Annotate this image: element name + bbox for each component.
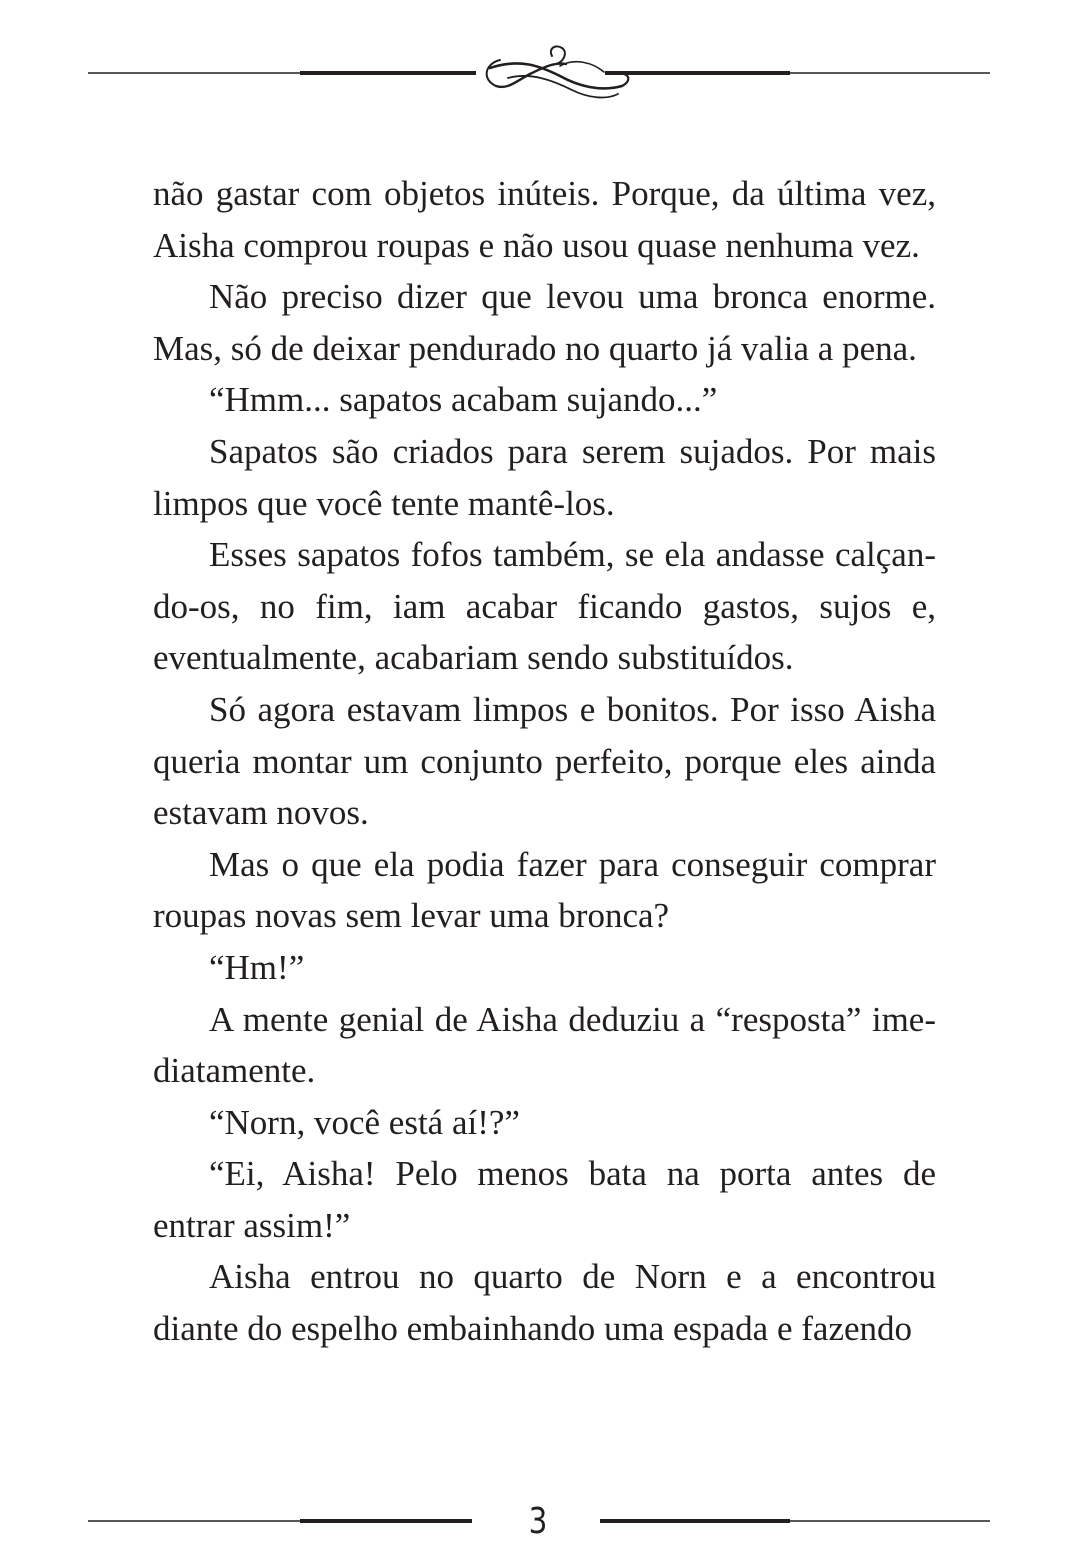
chapter-body-text	[153, 168, 936, 1355]
page-footer	[0, 1500, 1080, 1560]
dialogue-paragraph: “Hm!”	[209, 947, 305, 987]
paragraph: Mas o que ela podia fazer para conseguir comprar roupas novas sem levar uma bronca?	[153, 844, 936, 936]
paragraph: Não preciso dizer que levou uma bronca enorme. Mas, só de deixar pendurado no quarto já valia a pena.	[153, 277, 936, 368]
dialogue-paragraph: “Norn, você está aí!?”	[209, 1102, 520, 1142]
paragraph: Só agora estavam limpos e bonitos. Por isso Aisha queria montar um conjunto perfeito, porque eles ainda estavam novos.	[153, 689, 936, 833]
paragraph: Aisha entrou no quarto de Norn e a encontrou diante do espelho embainhando uma espada e fazendo	[153, 1257, 936, 1349]
paragraph: A mente genial de Aisha deduziu a “resposta” imediatamente.	[153, 999, 936, 1091]
header-ornament-divider	[0, 40, 1080, 110]
paragraph: Sapatos são criados para serem sujados. Por mais limpos que você tente mantê-los.	[153, 431, 936, 523]
dialogue-paragraph: “Ei, Aisha! Pelo menos bata na porta antes de entrar assim!”	[153, 1154, 936, 1245]
paragraph: Esses sapatos fofos também, se ela andasse calçando-os, no fim, iam acabar ficando gastos, sujos e, eventualmente, acabariam sendo substituídos.	[153, 535, 936, 678]
dialogue-paragraph: “Hmm... sapatos acabam sujando...”	[209, 380, 718, 420]
paragraph: não gastar com objetos inúteis. Porque, da última vez, Aisha comprou roupas e não usou quase nenhuma vez.	[153, 174, 936, 265]
page-number: 3	[528, 1501, 548, 1542]
